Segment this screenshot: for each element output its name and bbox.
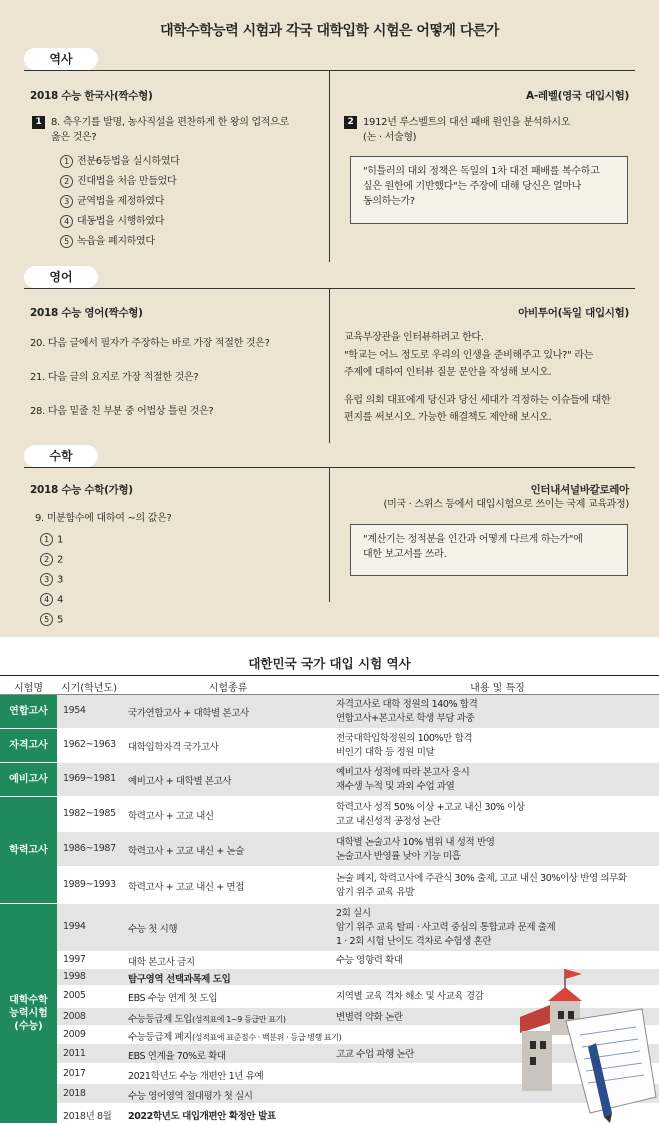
history-left-title: 2018 수능 한국사(짝수형)	[30, 90, 153, 102]
option-item: 5 녹읍을 폐지하였다	[60, 232, 155, 248]
question-text-cont: 옳은 것은?	[51, 132, 97, 143]
category-cell: 대학수학 능력시험 (수능)	[0, 904, 57, 1124]
quote-box: "히틀러의 대외 정책은 독일의 1차 대전 패배를 복수하고 싶은 원한에 기반했다"는 주장에 대해 당신은 얼마나 동의하는가?	[350, 156, 628, 224]
option-item: 1 1	[40, 533, 63, 546]
english-right-title: 아비투어(독일 대입시험)	[518, 307, 629, 319]
history-right-question: 2 1912년 루스벨트의 대선 패배 원인을 분석하시오	[344, 115, 570, 130]
section-label-english: 영어	[24, 266, 98, 288]
option-item: 2 2	[40, 553, 63, 566]
col-header: 시험종류	[208, 683, 248, 694]
math-right-title: 인터내셔널바칼로레아	[530, 484, 629, 496]
history-right-title: A-레벨(영국 대입시험)	[526, 90, 629, 102]
history-question	[32, 115, 289, 130]
option-item: 1 전분6등법을 실시하였다	[60, 152, 180, 168]
task-text: 주제에 대하여 인터뷰 질문 문안을 작성해 보시오.	[344, 367, 552, 378]
col-header: 시기(학년도)	[60, 683, 118, 694]
table-row: 1982~1985 학력고사 + 고교 내신 학력고사 성적 50% 이상 +고교 내신 30% 이상 고교 내신성적 공정성 논란	[57, 797, 659, 832]
table-row: 2018 수능 영어영역 절대평가 첫 실시	[57, 1084, 659, 1104]
page-title: 대학수학능력 시험과 각국 대학입학 시험은 어떻게 다른가	[160, 23, 499, 39]
table-row: 1994 수능 첫 시행 2회 실시 암기 위주 교육 탈피 · 사고력 중심의 통합교과 문제 출제 1 · 2회 시험 난이도 격차로 수험생 혼란	[57, 904, 659, 952]
question-text: 9. 미분함수에 대하여 ~의 값은?	[35, 513, 172, 524]
option-item: 3 균역법을 제정하였다	[60, 192, 164, 208]
table-row: 1997 대학 본고사 금지 수능 영향력 확대	[57, 952, 659, 969]
question-text: 20. 다음 글에서 필자가 주장하는 바로 가장 적절한 것은?	[30, 338, 270, 349]
option-item: 5 5	[40, 613, 63, 626]
category-cell: 예비고사	[0, 763, 57, 797]
col-header: 시험명	[14, 683, 43, 694]
task-text: 유럽 의회 대표에게 당신과 당신 세대가 걱정하는 이슈들에 대한	[344, 395, 611, 406]
math-left-title: 2018 수능 수학(가형)	[30, 484, 133, 496]
category-cell: 연합고사	[0, 695, 57, 729]
column-divider	[329, 70, 330, 262]
question-number-badge: 1	[32, 116, 45, 129]
table-row: 1989~1993 학력고사 + 고교 내신 + 면접 논술 폐지, 학력고사에 주관식 30% 출제, 고교 내신 30%이상 반영 의무화 암기 위주 교육 유발	[57, 867, 659, 904]
table-row: 1962~1963 대학입학자격 국가고사 전국대학입학정원의 100%만 합격 비인기 대학 등 정원 미달	[57, 729, 659, 763]
table-row: 2005 EBS 수능 연계 첫 도입 지역별 교육 격차 해소 및 사교육 경감	[57, 986, 659, 1008]
table-row: 1969~1981 예비고사 + 대학별 본고사 예비고사 성적에 따라 본고사 응시 재수생 누적 및 과외 수업 과열	[57, 763, 659, 797]
school-illustration-icon	[510, 965, 659, 1124]
task-text: 교육부장관을 인터뷰하려고 한다.	[344, 332, 484, 343]
table-row: 2011 EBS 연계율 70%로 확대 고교 수업 파행 논란	[57, 1044, 659, 1064]
quote-box: "계산기는 정적분을 인간과 어떻게 다르게 하는가"에 대한 보고서를 쓰라.	[350, 524, 628, 576]
option-item: 4 4	[40, 593, 63, 606]
question-text: 21. 다음 글의 요지로 가장 적절한 것은?	[30, 372, 199, 383]
option-item: 4 대동법을 시행하였다	[60, 212, 164, 228]
table-row: 2018년 8월 2022학년도 대입개편안 확정안 발표	[57, 1104, 659, 1124]
option-item: 3 3	[40, 573, 63, 586]
category-cell: 자격고사	[0, 729, 57, 763]
table-header	[0, 675, 659, 695]
table-row: 1986~1987 학력고사 + 고교 내신 + 논술 대학별 논술고사 10% 범위 내 성적 반영 논술고사 반영률 낮아 기능 미흡	[57, 832, 659, 867]
table-row: 2017 2021학년도 수능 개편안 1년 유예	[57, 1064, 659, 1084]
table-row: 1954 국가연합고사 + 대학별 본고사 자격고사로 대학 정원의 140% 합격 연합고사+본고사로 학생 부담 과중	[57, 695, 659, 729]
category-cell: 학력고사	[0, 797, 57, 904]
table-row: 1998 탐구영역 선택과목제 도입	[57, 969, 659, 986]
question-type: (논 · 서술형)	[363, 132, 417, 143]
section-label-history: 역사	[24, 48, 98, 70]
section-label-math: 수학	[24, 445, 98, 467]
option-item: 2 진대법을 처음 만들었다	[60, 172, 176, 188]
english-left-title: 2018 수능 영어(짝수형)	[30, 307, 143, 319]
task-text: "학교는 어느 정도로 우리의 인생을 준비해주고 있나?" 라는	[344, 350, 594, 361]
column-divider	[329, 467, 330, 602]
table-row: 2009 수능등급제 폐지(성적표에 표준점수 · 백분위 · 등급 병행 표기)	[57, 1026, 659, 1044]
col-header: 내용 및 특징	[470, 683, 525, 694]
table-title: 대한민국 국가 대입 시험 역사	[248, 656, 411, 671]
task-text: 편지를 써보시오. 가능한 해결책도 제안해 보시오.	[344, 412, 552, 423]
question-number-badge: 2	[344, 116, 357, 129]
question-text: 8. 측우기를 발명, 농사직설을 편찬하게 한 왕의 업적으로	[51, 117, 289, 128]
question-text: 28. 다음 밑줄 친 부분 중 어법상 틀린 것은?	[30, 406, 214, 417]
table-row: 2008 수능등급제 도입(성적표에 1~9 등급만 표기) 변별력 약화 논란	[57, 1008, 659, 1026]
math-right-subtitle: (미국 · 스위스 등에서 대입시험으로 쓰이는 국제 교육과정)	[383, 499, 629, 510]
column-divider	[329, 288, 330, 443]
